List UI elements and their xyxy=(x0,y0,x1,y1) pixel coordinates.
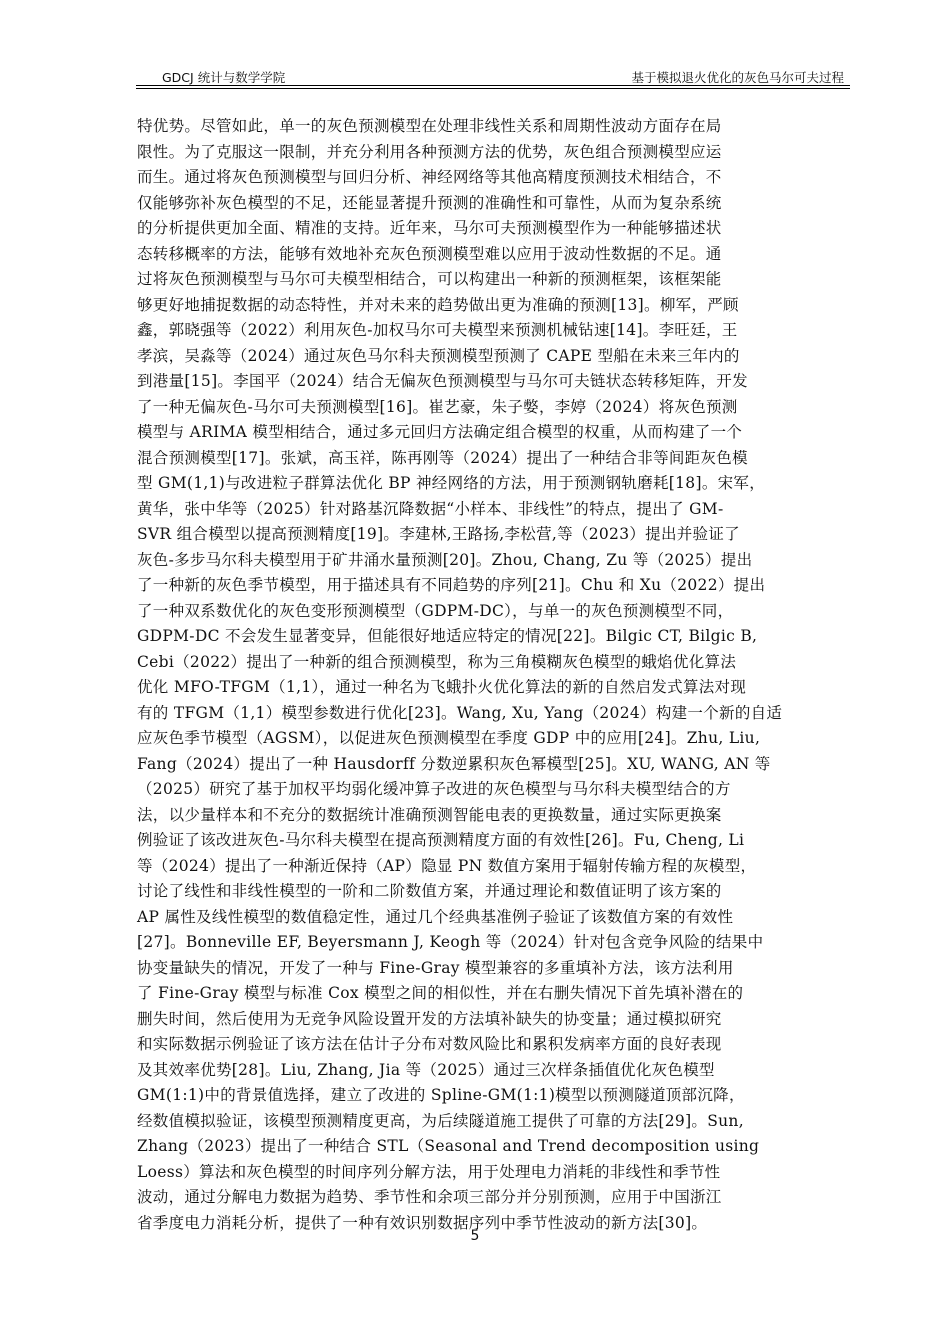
header-left: GDCJ 统计与数学学院 xyxy=(162,70,286,85)
header-rule-thin xyxy=(136,88,850,89)
body-line: 法，以少量样本和不充分的数据统计准确预测智能电表的更换数量，通过实际更换案 xyxy=(137,805,722,824)
body-line: 仅能够弥补灰色模型的不足，还能显著提升预测的准确性和可靠性，从而为复杂系统 xyxy=(137,193,722,212)
body-line: 孝滨，吴淼等（2024）通过灰色马尔科夫预测模型预测了 CAPE 型船在未来三年内的 xyxy=(137,346,740,365)
body-line: SVR 组合模型以提高预测精度[19]。李建林,王路扬,李松营,等（2023）提出并验证了 xyxy=(137,525,740,543)
body-line: 型 GM(1,1)与改进粒子群算法优化 BP 神经网络的方法，用于预测钢轨磨耗[18]。宋军， xyxy=(137,474,766,492)
body-line: 有的 TFGM（1,1）模型参数进行优化[23]。Wang, Xu, Yang（2024）构建一个新的自适 xyxy=(137,703,783,722)
body-line: 等（2024）提出了一种渐近保持（AP）隐显 PN 数值方案用于辐射传输方程的灰模型， xyxy=(137,856,757,875)
body-line: 到港量[15]。李国平（2024）结合无偏灰色预测模型与马尔可夫链状态转移矩阵，开发 xyxy=(137,372,748,390)
body-line: 及其效率优势[28]。Liu, Zhang, Jia 等（2025）通过三次样条插值优化灰色模型 xyxy=(137,1060,715,1079)
body-line: Fang（2024）提出了一种 Hausdorff 分数逆累积灰色幂模型[25]。XU, WANG, AN 等 xyxy=(137,754,771,773)
body-line: [27]。Bonneville EF, Beyersmann J, Keogh 等（2024）针对包含竞争风险的结果中 xyxy=(137,933,764,951)
body-line: 经数值模拟验证，该模型预测精度更高，为后续隧道施工提供了可靠的方法[29]。Sun, xyxy=(137,1111,744,1130)
body-line: 删失时间，然后使用为无竞争风险设置开发的方法填补缺失的协变量；通过模拟研究 xyxy=(137,1009,722,1028)
body-line: 了一种双系数优化的灰色变形预测模型（GDPM-DC），与单一的灰色预测模型不同， xyxy=(137,601,734,620)
body-line: 黄华，张中华等（2025）针对路基沉降数据“小样本、非线性”的特点，提出了 GM- xyxy=(137,499,724,518)
body-line: 态转移概率的方法，能够有效地补充灰色预测模型难以应用于波动性数据的不足。通 xyxy=(137,244,722,263)
body-line: Cebi（2022）提出了一种新的组合预测模型，称为三角模糊灰色模型的蛾焰优化算法 xyxy=(137,652,737,671)
body-line: 限性。为了克服这一限制，并充分利用各种预测方法的优势，灰色组合预测模型应运 xyxy=(137,142,722,161)
body-line: Loess）算法和灰色模型的时间序列分解方法，用于处理电力消耗的非线性和季节性 xyxy=(137,1162,721,1181)
body-line: 优化 MFO-TFGM（1,1），通过一种名为飞蛾扑火优化算法的新的自然启发式算法对现 xyxy=(137,678,747,696)
body-line: AP 属性及线性模型的数值稳定性，通过几个经典基准例子验证了该数值方案的有效性 xyxy=(137,907,734,926)
body-line: 模型与 ARIMA 模型相结合，通过多元回归方法确定组合模型的权重，从而构建了一个 xyxy=(137,423,743,441)
body-line: 鑫，郭晓强等（2022）利用灰色-加权马尔可夫模型来预测机械钻速[14]。李旺廷，王 xyxy=(137,321,738,339)
body-line: 混合预测模型[17]。张斌，高玉祥，陈再刚等（2024）提出了一种结合非等间距灰色模 xyxy=(137,448,748,467)
header-right: 基于模拟退火优化的灰色马尔可夫过程 xyxy=(631,70,844,85)
body-line: 例验证了该改进灰色-马尔科夫模型在提高预测精度方面的有效性[26]。Fu, Cheng, Li xyxy=(137,831,745,849)
body-line: 省季度电力消耗分析，提供了一种有效识别数据序列中季节性波动的新方法[30]。 xyxy=(137,1213,708,1232)
body-line: 够更好地捕捉数据的动态特性，并对未来的趋势做出更为准确的预测[13]。柳军，严顾 xyxy=(137,295,739,314)
header-rule xyxy=(136,85,850,86)
body-line: 和实际数据示例验证了该方法在估计子分布对数风险比和累积发病率方面的良好表现 xyxy=(137,1035,722,1053)
running-header xyxy=(136,64,850,86)
body-line: 特优势。尽管如此，单一的灰色预测模型在处理非线性关系和周期性波动方面存在局 xyxy=(137,117,722,135)
body-line: 过将灰色预测模型与马尔可夫模型相结合，可以构建出一种新的预测框架，该框架能 xyxy=(137,270,722,288)
body-line: 应灰色季节模型（AGSM），以促进灰色预测模型在季度 GDP 中的应用[24]。Zhu, Liu, xyxy=(137,729,761,747)
body-line: Zhang（2023）提出了一种结合 STL（Seasonal and Trend decomposition using xyxy=(137,1137,760,1155)
body-line: 了一种无偏灰色-马尔可夫预测模型[16]。崔艺豪，朱子嫳，李婷（2024）将灰色预测 xyxy=(137,397,738,416)
body-line: 了一种新的灰色季节模型，用于描述具有不同趋势的序列[21]。Chu 和 Xu（2022）提出 xyxy=(137,576,766,594)
body-line: （2025）研究了基于加权平均弱化缓冲算子改进的灰色模型与马尔科夫模型结合的方 xyxy=(137,780,731,798)
body-line: 灰色-多步马尔科夫模型用于矿井涌水量预测[20]。Zhou, Chang, Zu 等（2025）提出 xyxy=(137,550,753,569)
body-line: GDPM-DC 不会发生显著变异，但能很好地适应特定的情况[22]。Bilgic CT, Bilgic B, xyxy=(137,627,758,645)
body-line: 波动，通过分解电力数据为趋势、季节性和余项三部分并分别预测，应用于中国浙江 xyxy=(137,1188,722,1206)
body-line: 了 Fine-Gray 模型与标准 Cox 模型之间的相似性，并在右删失情况下首先填补潜在的 xyxy=(137,984,744,1002)
body-line: 而生。通过将灰色预测模型与回归分析、神经网络等其他高精度预测技术相结合，不 xyxy=(137,168,722,186)
body-line: 协变量缺失的情况，开发了一种与 Fine-Gray 模型兼容的多重填补方法，该方法利用 xyxy=(137,958,734,977)
body-line: 讨论了线性和非线性模型的一阶和二阶数值方案，并通过理论和数值证明了该方案的 xyxy=(137,882,722,900)
page-number: 5 xyxy=(470,1228,480,1244)
body-paragraph xyxy=(137,114,849,1236)
body-line: GM(1:1)中的背景值选择，建立了改进的 Spline-GM(1:1)模型以预测隧道顶部沉降， xyxy=(137,1086,745,1104)
body-line: 的分析提供更加全面、精准的支持。近年来，马尔可夫预测模型作为一种能够描述状 xyxy=(137,219,722,237)
